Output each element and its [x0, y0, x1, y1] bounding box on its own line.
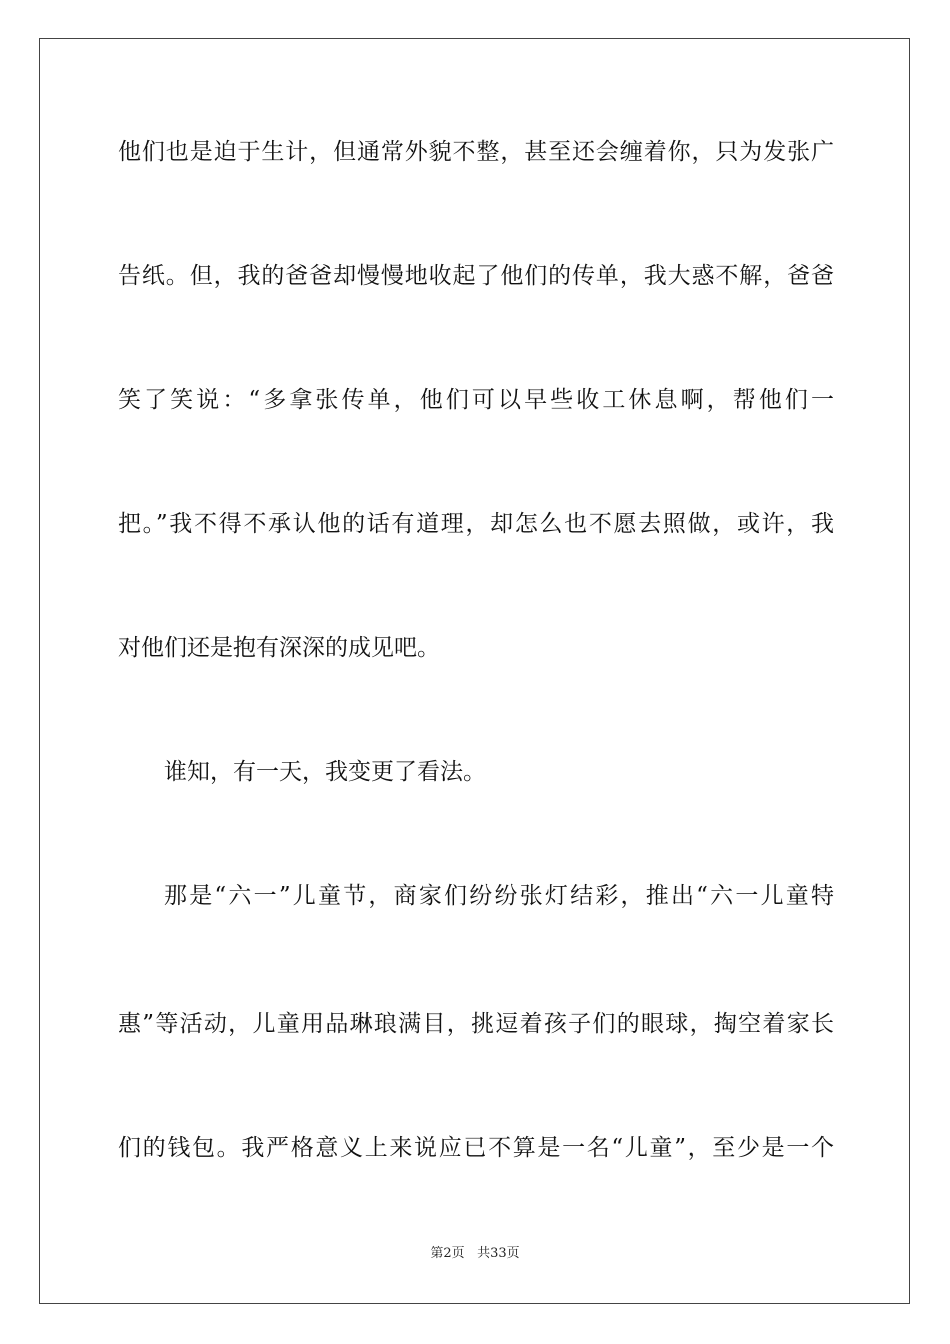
page-total: 共33页 [477, 1246, 520, 1261]
body-text-line-8: 惠”等活动，儿童用品琳琅满目，挑逗着孩子们的眼球，掏空着家长 [118, 1011, 834, 1037]
body-text-line-3: 笑了笑说：“多拿张传单，他们可以早些收工休息啊，帮他们一 [118, 387, 834, 413]
page-footer [0, 1246, 950, 1262]
body-text-line-2: 告纸。但，我的爸爸却慢慢地收起了他们的传单，我大惑不解，爸爸 [118, 263, 834, 289]
body-text-line-7: 那是“六一”儿童节，商家们纷纷张灯结彩，推出“六一儿童特 [164, 883, 834, 909]
body-text-line-6: 谁知，有一天，我变更了看法。 [164, 759, 486, 785]
page-border [39, 38, 910, 1304]
page-number: 第2页 [430, 1246, 465, 1261]
body-text-line-4: 把。”我不得不承认他的话有道理，却怎么也不愿去照做，或许，我 [118, 511, 834, 537]
body-text-line-9: 们的钱包。我严格意义上来说应已不算是一名“儿童”，至少是一个 [118, 1135, 834, 1161]
body-text-line-1: 他们也是迫于生计，但通常外貌不整，甚至还会缠着你，只为发张广 [118, 139, 834, 165]
body-text-line-5: 对他们还是抱有深深的成见吧。 [118, 635, 440, 661]
